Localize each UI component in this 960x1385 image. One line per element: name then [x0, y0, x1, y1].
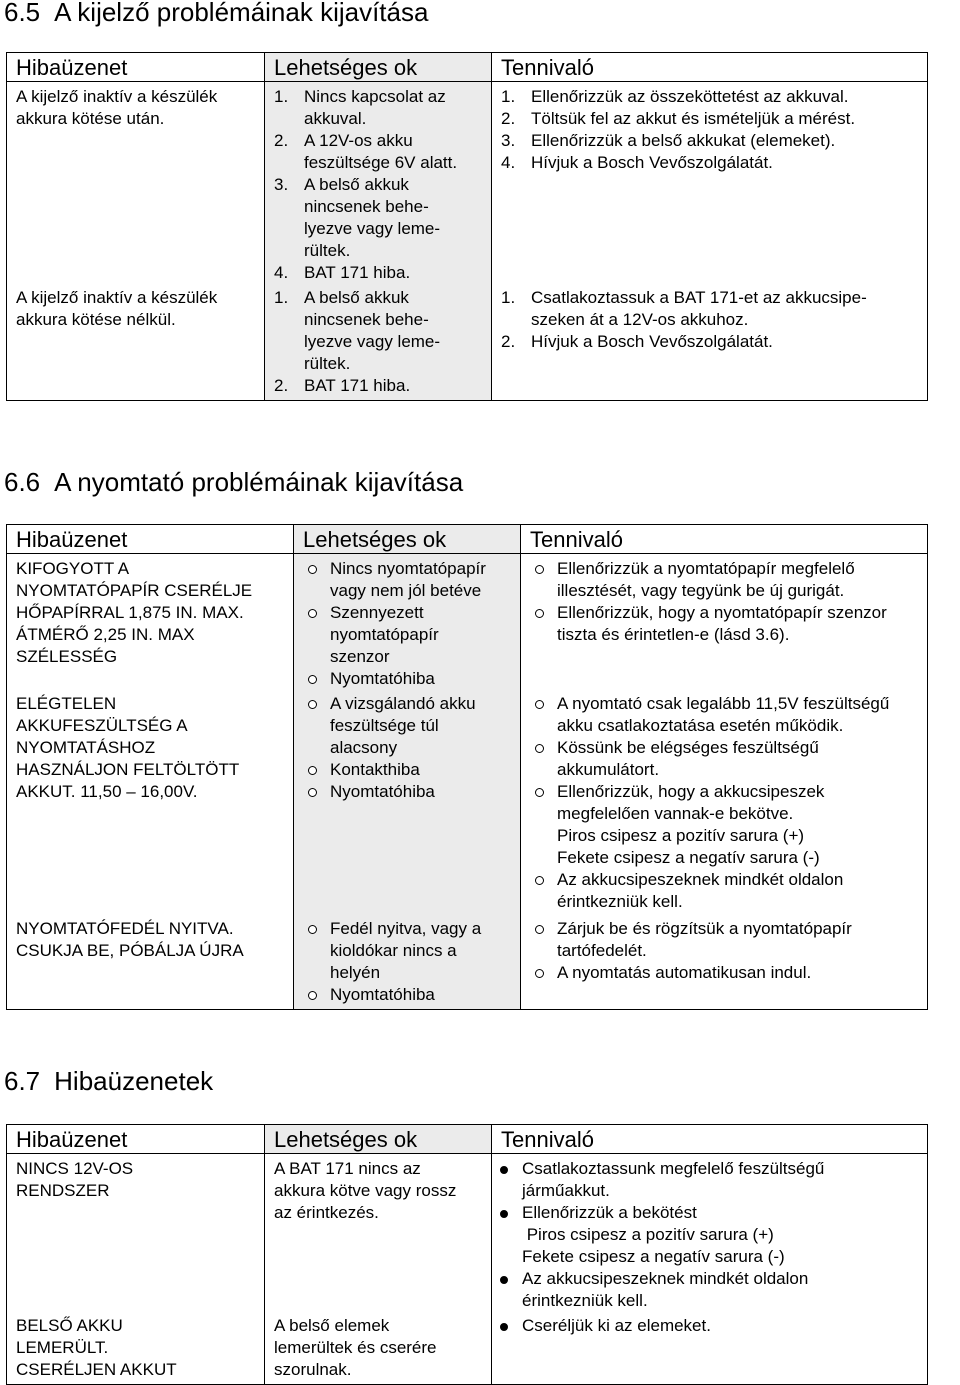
table-row — [7, 1154, 928, 1316]
section-title-6-5 — [4, 0, 428, 28]
header-action: Tennivaló — [492, 1125, 928, 1154]
table-row — [7, 554, 928, 694]
message-text: KIFOGYOTT A NYOMTATÓPAPÍR CSERÉLJE HŐPAPÍRRAL 1,875 IN. MAX. ÁTMÉRŐ 2,25 IN. MAX SZÉLESSÉG — [16, 559, 253, 666]
table-row — [7, 287, 928, 401]
action-cell — [492, 1315, 928, 1385]
table-row — [7, 1315, 928, 1385]
display-problems-table — [6, 52, 928, 401]
cause-text: A BAT 171 nincs az akkura kötve vagy rossz az érintkezés. — [274, 1159, 457, 1222]
table-row — [7, 918, 928, 1010]
action-cell — [521, 554, 928, 694]
section-name: A nyomtató problémáinak kijavítása — [54, 467, 464, 497]
list-item: 2. A 12V-os akku feszültsége 6V alatt. — [274, 131, 458, 172]
cause-cell — [294, 693, 521, 918]
section-number: 6.5 — [4, 0, 41, 27]
list-item: Nyomtatóhiba — [303, 984, 502, 1006]
message-cell — [7, 287, 265, 401]
message-cell — [7, 1315, 265, 1385]
table-header-row — [7, 53, 928, 82]
list-item: A nyomtató csak legalább 11,5V feszültségű akku csatlakoztatása esetén működik. — [530, 693, 915, 737]
list-item: Ellenőrizzük, hogy a nyomtatópapír szenzor tiszta és érintetlen-e (lásd 3.6). — [530, 602, 915, 646]
cause-text: A belső elemek lemerültek és cserére szorulnak. — [274, 1316, 437, 1379]
cause-cell — [265, 1154, 492, 1316]
table-row — [7, 693, 928, 918]
section-name: A kijelző problémáinak kijavítása — [54, 0, 429, 27]
list-item: 2. BAT 171 hiba. — [274, 376, 411, 395]
error-messages-table — [6, 1124, 928, 1385]
list-item: Ellenőrizzük, hogy a akkucsipeszek megfelelően vannak-e bekötve. — [530, 781, 915, 825]
section-number: 6.7 — [4, 1066, 41, 1096]
table-header-row — [7, 1125, 928, 1154]
list-item: 1. A belső akkuk nincsenek behe-lyezve vagy leme-rültek. — [274, 288, 441, 373]
list-item: 4. BAT 171 hiba. — [274, 263, 411, 282]
header-cause: Lehetséges ok — [294, 525, 521, 554]
header-action: Tennivaló — [492, 53, 928, 82]
cause-cell — [265, 287, 492, 401]
table-header-row — [7, 525, 928, 554]
header-action: Tennivaló — [521, 525, 928, 554]
list-item: Cseréljük ki az elemeket. — [495, 1315, 927, 1337]
list-item: 2. Töltsük fel az akkut és ismételjük a mérést. — [501, 109, 856, 128]
action-cell — [521, 693, 928, 918]
message-text: NINCS 12V-OS RENDSZER — [16, 1159, 134, 1200]
list-item: Fedél nyitva, vagy a kioldókar nincs a helyén — [303, 918, 502, 984]
message-cell — [7, 82, 265, 288]
message-text: BELSŐ AKKU LEMERÜLT. CSERÉLJEN AKKUT — [16, 1316, 177, 1379]
cause-cell — [265, 1315, 492, 1385]
list-item: Ellenőrizzük a nyomtatópapír megfelelő illesztését, vagy tegyünk be új gurigát. — [530, 558, 915, 602]
list-item: Zárjuk be és rögzítsük a nyomtatópapír tartófedelét. — [530, 918, 915, 962]
message-cell — [7, 554, 294, 694]
plain-line: Fekete csipesz a negatív sarura (-) — [522, 1247, 785, 1266]
list-item: Az akkucsipeszeknek mindkét oldalon érintkezniük kell. — [530, 869, 915, 913]
list-item: Szennyezett nyomtatópapír szenzor — [303, 602, 502, 668]
section-title-6-6 — [4, 467, 463, 498]
message-text: A kijelző inaktív a készülék akkura kötése után. — [16, 87, 218, 128]
message-cell — [7, 918, 294, 1010]
list-item: Kössünk be elégséges feszültségű akkumulátort. — [530, 737, 915, 781]
list-item: Nincs nyomtatópapír vagy nem jól betéve — [303, 558, 502, 602]
header-message: Hibaüzenet — [7, 1125, 265, 1154]
list-item: 3. A belső akkuk nincsenek behe-lyezve vagy leme-rültek. — [274, 175, 441, 260]
plain-line: Piros csipesz a pozitív sarura (+) — [557, 826, 805, 845]
cause-cell — [294, 918, 521, 1010]
section-number: 6.6 — [4, 467, 41, 497]
header-cause: Lehetséges ok — [265, 53, 492, 82]
plain-line: Piros csipesz a pozitív sarura (+) — [522, 1225, 774, 1244]
list-item: 1. Ellenőrizzük az összeköttetést az akkuval. — [501, 87, 849, 106]
list-item: Az akkucsipeszeknek mindkét oldalon érintkezniük kell. — [495, 1268, 877, 1312]
header-cause: Lehetséges ok — [265, 1125, 492, 1154]
section-name: Hibaüzenetek — [54, 1066, 214, 1096]
message-text: ELÉGTELEN AKKUFESZÜLTSÉG A NYOMTATÁSHOZ HASZNÁLJON FELTÖLTÖTT AKKUT. 11,50 – 16,00V. — [16, 694, 239, 801]
action-cell — [492, 1154, 928, 1316]
list-item: 1. Nincs kapcsolat az akkuval. — [274, 87, 446, 128]
list-item: Ellenőrizzük a bekötést — [495, 1202, 877, 1224]
list-item: 4. Hívjuk a Bosch Vevőszolgálatát. — [501, 153, 773, 172]
message-text: NYOMTATÓFEDÉL NYITVA. CSUKJA BE, PÓBÁLJA ÚJRA — [16, 919, 244, 960]
message-text: A kijelző inaktív a készülék akkura kötése nélkül. — [16, 288, 218, 329]
list-item: 2. Hívjuk a Bosch Vevőszolgálatát. — [501, 332, 773, 351]
action-cell — [492, 82, 928, 288]
list-item: Csatlakoztassunk megfelelő feszültségű járműakkut. — [495, 1158, 877, 1202]
action-cell — [492, 287, 928, 401]
table-row — [7, 82, 928, 288]
header-message: Hibaüzenet — [7, 525, 294, 554]
cause-cell — [294, 554, 521, 694]
list-item: A vizsgálandó akku feszültsége túl alacsony — [303, 693, 502, 759]
header-message: Hibaüzenet — [7, 53, 265, 82]
plain-line: Fekete csipesz a negatív sarura (-) — [557, 848, 820, 867]
printer-problems-table — [6, 524, 928, 1010]
action-cell — [521, 918, 928, 1010]
cause-cell — [265, 82, 492, 288]
section-title-6-7 — [4, 1066, 213, 1097]
list-item: Kontakthiba — [303, 759, 502, 781]
list-item: 1. Csatlakoztassuk a BAT 171-et az akkucsipe-szeken át a 12V-os akkuhoz. — [501, 288, 867, 329]
list-item: Nyomtatóhiba — [303, 668, 502, 690]
list-item: A nyomtatás automatikusan indul. — [530, 962, 915, 984]
list-item: Nyomtatóhiba — [303, 781, 502, 803]
message-cell — [7, 693, 294, 918]
message-cell — [7, 1154, 265, 1316]
list-item: 3. Ellenőrizzük a belső akkukat (elemeket). — [501, 131, 836, 150]
